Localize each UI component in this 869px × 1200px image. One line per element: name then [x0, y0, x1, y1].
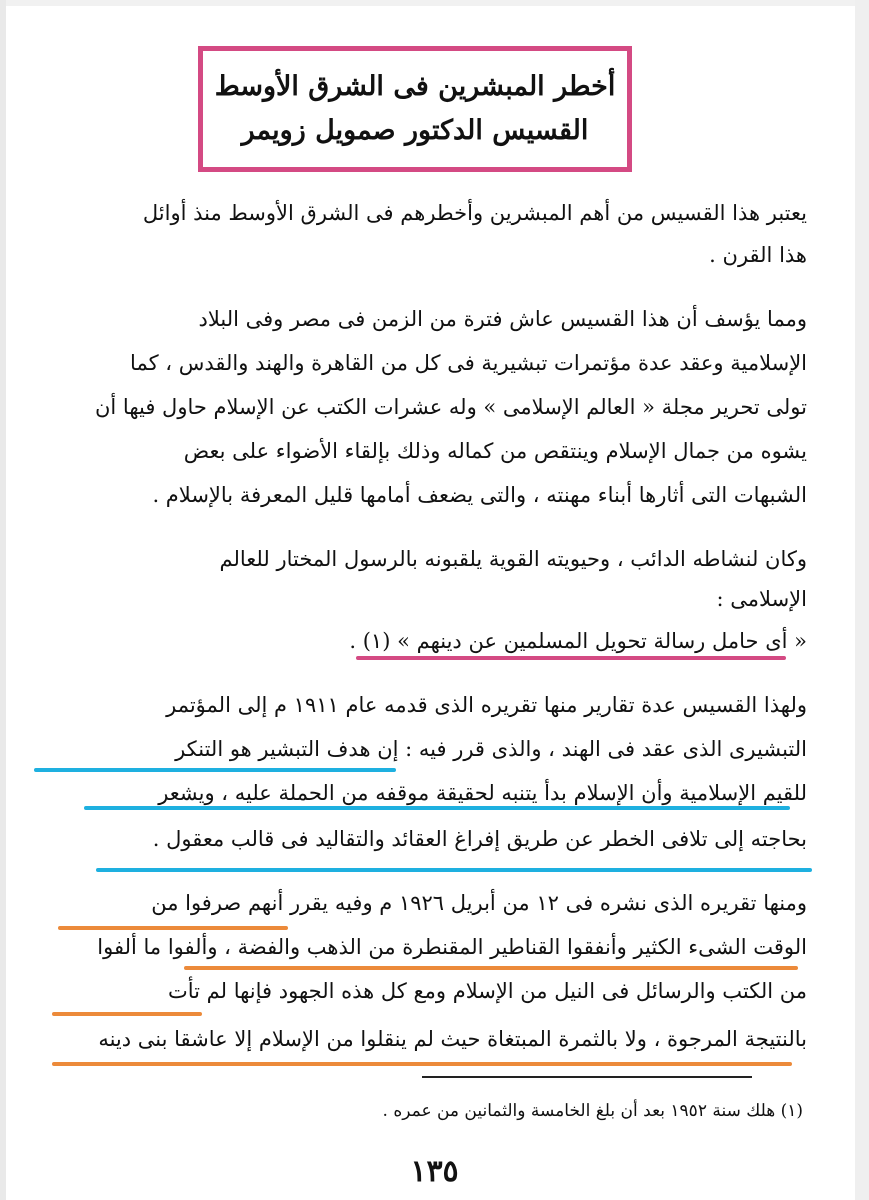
body-line-2: هذا القرن .: [709, 243, 807, 267]
body-line-15: الوقت الشىء الكثير وأنفقوا القناطير المقنطرة من الذهب والفضة ، وألفوا ما ألفوا: [97, 935, 807, 959]
highlight-pink-quote: [356, 656, 786, 660]
body-line-10: ولهذا القسيس عدة تقارير منها تقريره الذى قدمه عام ١٩١١ م إلى المؤتمر: [166, 693, 807, 717]
body-line-14: ومنها تقريره الذى نشره فى ١٢ من أبريل ١٩٢٦ م وفيه يقرر أنهم صرفوا من: [151, 891, 807, 915]
title-box: [198, 46, 632, 172]
body-line-4: الإسلامية وعقد عدة مؤتمرات تبشيرية فى كل من القاهرة والهند والقدس ، كما: [130, 351, 807, 375]
page-number: ١٣٥: [410, 1154, 459, 1189]
highlight-orange-4: [52, 1062, 792, 1066]
highlight-blue-3: [96, 868, 812, 872]
body-line-1: يعتبر هذا القسيس من أهم المبشرين وأخطرهم فى الشرق الأوسط منذ أوائل: [142, 201, 807, 225]
body-line-11: التبشيرى الذى عقد فى الهند ، والذى قرر فيه : إن هدف التبشير هو التنكر: [175, 737, 807, 761]
title-line-1: أخطر المبشرين فى الشرق الأوسط: [214, 71, 616, 102]
body-line-6: يشوه من جمال الإسلام وينتقص من كماله وذلك بإلقاء الأضواء على بعض: [183, 439, 807, 463]
body-line-13: بحاجته إلى تلافى الخطر عن طريق إفراغ العقائد والتقاليد فى قالب معقول .: [152, 827, 807, 851]
body-line-3: ومما يؤسف أن هذا القسيس عاش فترة من الزمن فى مصر وفى البلاد: [198, 307, 807, 331]
body-line-16: من الكتب والرسائل فى النيل من الإسلام ومع كل هذه الجهود فإنها لم تأت: [167, 979, 807, 1003]
page-edge-right: [855, 0, 869, 1200]
body-line-5: تولى تحرير مجلة « العالم الإسلامى » وله عشرات الكتب عن الإسلام حاول فيها أن: [95, 395, 807, 419]
highlight-orange-3: [52, 1012, 202, 1016]
footnote: (١) هلك سنة ١٩٥٢ بعد أن بلغ الخامسة والثمانين من عمره .: [382, 1101, 803, 1121]
body-line-8: وكان لنشاطه الدائب ، وحيويته القوية يلقبونه بالرسول المختار للعالم: [219, 547, 807, 571]
body-line-9: الإسلامى :: [716, 587, 807, 611]
page-edge-top: [0, 0, 869, 6]
footnote-rule: [422, 1076, 752, 1078]
body-line-12: للقيم الإسلامية وأن الإسلام بدأ يتنبه لحقيقة موقفه من الحملة عليه ، ويشعر: [158, 781, 807, 805]
highlight-blue-1: [34, 768, 396, 772]
highlight-blue-2: [84, 806, 790, 810]
body-line-7: الشبهات التى أثارها أبناء مهنته ، والتى يضعف أمامها قليل المعرفة بالإسلام .: [152, 483, 807, 507]
quote-line: « أى حامل رسالة تحويل المسلمين عن دينهم » (١) .: [349, 629, 807, 653]
page-edge-left: [0, 0, 6, 1200]
highlight-orange-2: [184, 966, 798, 970]
title-line-2: القسيس الدكتور صمويل زويمر: [241, 115, 589, 146]
body-line-17: بالنتيجة المرجوة ، ولا بالثمرة المبتغاة حيث لم ينقلوا من الإسلام إلا عاشقا بنى دينه: [98, 1027, 807, 1051]
